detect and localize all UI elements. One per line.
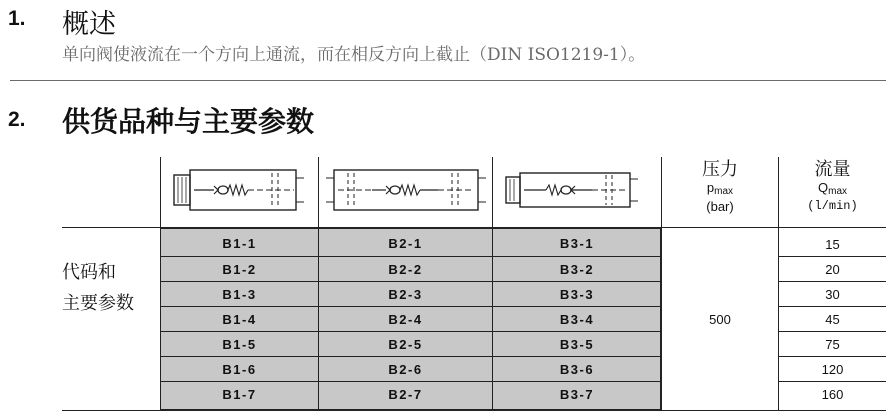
- section-2-number: 2.: [8, 108, 26, 131]
- code-cell: B3-5: [559, 337, 595, 352]
- pressure-symbol: $p_{max}$: [706, 180, 734, 197]
- table-border: [160, 281, 661, 282]
- table-border: [160, 306, 661, 307]
- flow-value: 160: [821, 387, 844, 402]
- table-border: [160, 331, 661, 332]
- code-cell: B2-1: [388, 236, 423, 251]
- code-cell: B1-2: [222, 262, 257, 277]
- code-cell: B1-5: [222, 337, 257, 352]
- code-cell: B3-2: [559, 262, 595, 277]
- pressure-label: 压力: [702, 159, 738, 180]
- code-cell: B2-7: [388, 387, 423, 402]
- code-cell: B3-4: [559, 312, 595, 327]
- valve-b2-icon: [326, 165, 486, 215]
- flow-header: [779, 160, 886, 214]
- flow-symbol: $Q_{max}$: [817, 180, 848, 197]
- row-label-line: 主要参数: [62, 293, 134, 314]
- code-cell: B3-6: [559, 362, 595, 377]
- section-1-title: 概述: [62, 9, 116, 40]
- valve-b1-icon: [168, 165, 310, 215]
- code-cell: B3-3: [559, 287, 595, 302]
- table-border: [779, 256, 886, 257]
- section-2-title: 供货品种与主要参数: [62, 105, 315, 138]
- flow-value: 45: [825, 312, 840, 327]
- flow-value: 20: [825, 262, 840, 277]
- table-border: [492, 157, 493, 228]
- flow-label: 流量: [814, 159, 851, 180]
- code-cell: B1-6: [222, 362, 257, 377]
- table-border: [779, 281, 886, 282]
- table-border: [779, 381, 886, 382]
- code-cell: B3-7: [559, 387, 595, 402]
- flow-value: 120: [821, 362, 844, 377]
- table-border: [160, 381, 661, 382]
- code-cell: B1-3: [222, 287, 257, 302]
- valve-b3-icon: [500, 165, 642, 215]
- code-cell: B2-5: [388, 337, 423, 352]
- flow-unit: (l/min): [807, 199, 858, 213]
- code-cell: B2-4: [388, 312, 423, 327]
- table-border: [160, 356, 661, 357]
- row-label-line: 代码和: [62, 262, 116, 283]
- flow-value: 15: [825, 237, 840, 252]
- table-border: [160, 256, 661, 257]
- section-1-number: 1.: [8, 7, 26, 30]
- table-border: [779, 306, 886, 307]
- flow-value: 75: [825, 337, 840, 352]
- table-border: [779, 356, 886, 357]
- pressure-value: 500: [709, 312, 731, 327]
- code-cell: B2-2: [388, 262, 423, 277]
- code-cell: B1-7: [222, 387, 257, 402]
- table-border: [62, 410, 886, 411]
- code-cell: B3-1: [559, 236, 595, 251]
- table-border: [160, 157, 161, 228]
- flow-value: 30: [825, 287, 840, 302]
- table-border: [318, 157, 319, 228]
- section-1-text: 单向阀使液流在一个方向上通流，而在相反方向上截止（DIN ISO1219-1）。: [62, 45, 646, 65]
- pressure-header: [662, 160, 778, 214]
- code-cell: B1-4: [222, 312, 257, 327]
- code-cell: B1-1: [222, 236, 257, 251]
- row-label: [62, 257, 134, 319]
- pressure-unit: (bar): [706, 199, 734, 214]
- table-border: [779, 331, 886, 332]
- code-cell: B2-6: [388, 362, 423, 377]
- code-cell: B2-3: [388, 287, 423, 302]
